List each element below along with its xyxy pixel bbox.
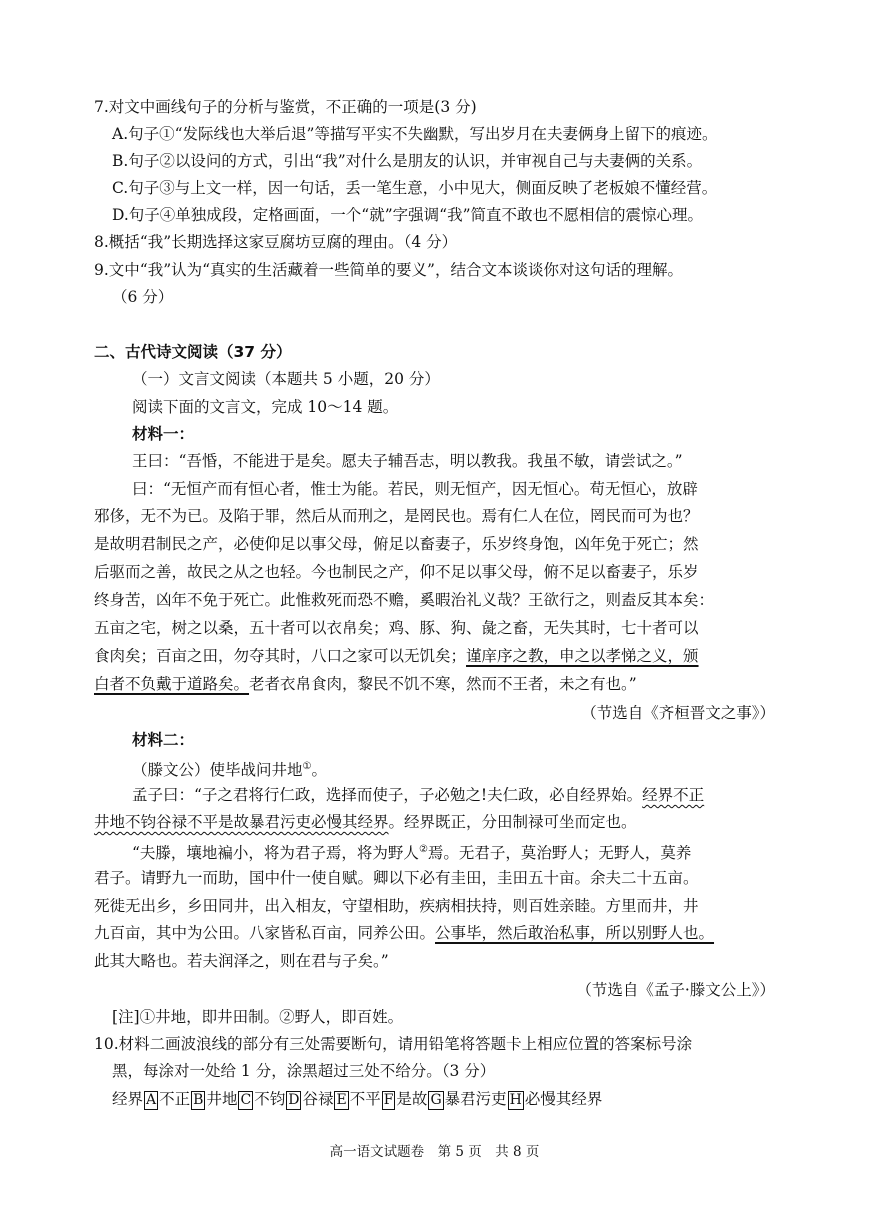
m2-line-1-end: 。 [311,761,327,780]
footnote-marker-2: ② [418,844,428,855]
m1-underlined-sentence-part-2: 白者不负戴于道路矣。 [94,675,250,693]
q10-stem-cont: 黑，每涂对一处给 1 分，涂黑超过三处不给分。（3 分） [112,1062,496,1080]
m1-line-8-text: 食肉矣；百亩之田，勿夺其时，八口之家可以无饥矣； [94,647,467,665]
section-title: 二、古代诗文阅读（37 分） [94,343,292,361]
m2-line-4-text: “夫滕，壤地褊小，将为君子焉，将为野人 [132,844,419,863]
m2-line-4-end: 焉。无君子，莫治野人；无野人，莫养 [427,844,692,863]
m1-line-4: 是故明君制民之产，必使仰足以事父母，俯足以畜妻子，乐岁终身饱，凶年免于死亡；然 [94,535,699,553]
q10-seg-1: 不正 [159,1090,191,1108]
q7-option-c: C.句子③与上文一样，因一句话，丢一笔生意，小中见大，侧面反映了老板娘不懂经营。 [112,179,718,197]
m2-line-3 [94,811,637,833]
m1-line-6: 终身苦，凶年不免于死亡。此惟救死而恐不赡，奚暇治礼义哉？王欲行之，则盍反其本矣： [94,591,715,609]
q7-option-b: B.句子②以设问的方式，引出“我”对什么是朋友的认识，并审视自己与夫妻俩的关系。 [112,152,703,170]
m1-underlined-sentence-part-1: 谨庠序之教，申之以孝悌之义，颁 [466,647,699,665]
q10-break-options [112,1088,602,1110]
m2-line-2 [132,784,704,806]
q10-seg-2: 井地 [206,1090,238,1108]
m1-line-7: 五亩之宅，树之以桑，五十者可以衣帛矣；鸡、豚、狗、彘之畜，无失其时，七十者可以 [94,619,699,637]
m1-line-2: 曰：“无恒产而有恒心者，惟士为能。若民，则无恒产，因无恒心。苟无恒心，放辟 [132,480,698,498]
m1-line-3: 邪侈，无不为已。及陷于罪，然后从而刑之，是罔民也。焉有仁人在位，罔民而可为也？ [94,507,699,525]
m2-wavy-line-part-1: 经界不正 [642,786,705,804]
m2-source: （节选自《孟子·滕文公上》） [576,981,775,999]
footnotes: [注]①井地，即井田制。②野人，即百姓。 [112,1008,404,1026]
q10-seg-8: 必慢其经界 [524,1090,603,1108]
q10-seg-5: 不平 [349,1090,381,1108]
q10-seg-3: 不钧 [254,1090,286,1108]
m2-line-7-text: 九百亩，其中为公田。八家皆私百亩，同养公田。 [94,924,436,942]
q10-seg-0: 经界 [112,1090,144,1108]
answer-box-g[interactable]: G [430,1092,442,1108]
q7-stem: 7.对文中画线句子的分析与鉴赏，不正确的一项是(3 分) [94,98,477,116]
q10-seg-6: 是故 [396,1090,428,1108]
answer-box-f[interactable]: F [383,1092,394,1108]
reading-instruction: 阅读下面的文言文，完成 10～14 题。 [132,398,399,416]
answer-box-d[interactable]: D [288,1092,300,1108]
q7-option-a: A.句子①“发际线也大举后退”等描写平实不失幽默，写出岁月在夫妻俩身上留下的痕迹。 [112,125,718,143]
m1-line-5: 后驱而之善，故民之从之也轻。今也制民之产，仰不足以事父母，俯不足以畜妻子，乐岁 [94,563,699,581]
m1-line-9 [94,673,637,695]
m1-line-1: 王曰：“吾惛，不能进于是矣。愿夫子辅吾志，明以教我。我虽不敏，请尝试之。” [132,452,683,470]
m1-line-9-text: 老者衣帛食肉，黎民不饥不寒，然而不王者，未之有也。” [249,675,637,693]
m2-line-1 [132,756,327,781]
q10-seg-7: 暴君污吏 [444,1090,507,1108]
answer-box-h[interactable]: H [509,1092,522,1108]
q8-stem: 8.概括“我”长期选择这家豆腐坊豆腐的理由。（4 分） [94,233,458,251]
m2-wavy-line-part-2: 井地不钧谷禄不平是故暴君污吏必慢其经界 [94,813,389,831]
m1-source: （节选自《齐桓晋文之事》） [581,704,775,722]
q10-stem: 10.材料二画波浪线的部分有三处需要断句，请用铅笔将答题卡上相应位置的答案标号涂 [94,1035,693,1053]
q7-option-d: D.句子④单独成段，定格画面，一个“就”字强调“我”简直不敢也不愿相信的震惊心理。 [112,206,704,224]
subsection-title: （一）文言文阅读（本题共 5 小题，20 分） [132,370,440,388]
answer-box-e[interactable]: E [336,1092,347,1108]
material-1-label: 材料一： [132,425,195,443]
m2-underlined-sentence: 公事毕，然后敢治私事，所以别野人也。 [435,924,715,942]
m2-line-8: 此其大略也。若夫润泽之，则在君与子矣。” [94,952,389,970]
material-2-label: 材料二： [132,731,195,749]
answer-box-b[interactable]: B [193,1092,204,1108]
answer-box-c[interactable]: C [240,1092,252,1108]
q9-score: （6 分） [112,288,174,306]
m2-line-2-text: 孟子曰：“子之君将行仁政，选择而使子，子必勉之!夫仁政，必自经界始。 [132,786,643,804]
m2-line-3-text: 。经界既正，分田制禄可坐而定也。 [388,813,637,831]
page-footer: 高一语文试题卷 第 5 页 共 8 页 [329,1144,540,1160]
footnote-marker-1: ① [302,761,312,772]
m2-line-4 [132,839,691,864]
m2-line-5: 君子。请野九一而助，国中什一使自赋。卿以下必有圭田，圭田五十亩。余夫二十五亩。 [94,869,699,887]
m2-line-7 [94,922,714,944]
m1-line-8 [94,645,699,667]
q9-stem: 9.文中“我”认为“真实的生活藏着一些简单的要义”，结合文本谈谈你对这句话的理解。 [94,261,683,279]
m2-line-1-text: （滕文公）使毕战问井地 [132,761,303,780]
answer-box-a[interactable]: A [146,1092,157,1108]
m2-line-6: 死徙无出乡，乡田同井，出入相友，守望相助，疾病相扶持，则百姓亲睦。方里而井，井 [94,897,699,915]
q10-seg-4: 谷禄 [302,1090,334,1108]
